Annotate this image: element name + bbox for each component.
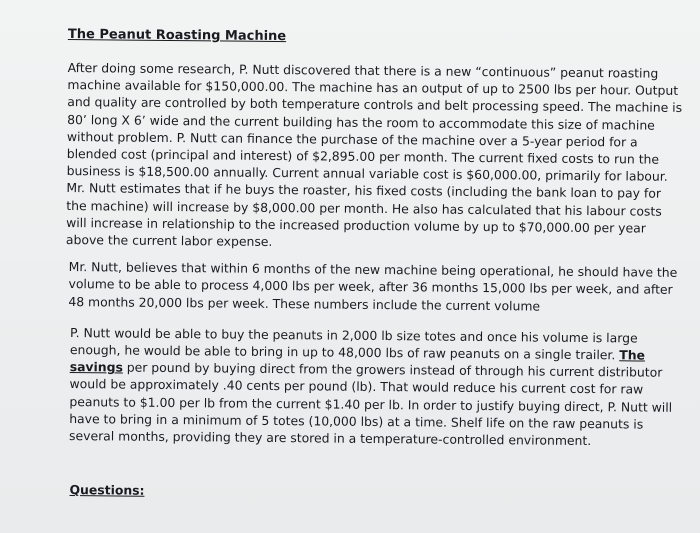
savings-emphasis: The savings bbox=[69, 347, 646, 375]
paragraph-direct-buying-text-2: per pound by buying direct from the growers instead of through his current distributor would be approximately .40 cents per pound (lb). That would reduce his current cost for raw peanuts to $1.00 per lb from the current $1.40 per lb. In order to justify buying direct, P. Nutt will have to bring in a minimum of 5 totes (10,000 lbs) at a time. Shelf life on the raw peanuts is several months, providing they are stored in a temperature-controlled environment. bbox=[69, 359, 673, 449]
document-title: The Peanut Roasting Machine bbox=[67, 27, 287, 45]
paragraph-machine-details: After doing some research, P. Nutt discovered that there is a new “continuous” peanut roasting machine available for $150,000.00. The machine has an output of up to 2500 lbs per hour. Output and quality are controlled by both temperature controls and belt processing speed. The machine is 80’ long X 6’ wide and the current building has the room to accommodate this size of machine without problem. P. Nutt can finance the purchase of the machine over a 5-year period for a blended cost (principal and interest) of $2,895.00 per month. The current fixed costs to run the business is $18,500.00 annually. Current annual variable cost is $60,000.00, primarily for labour. Mr. Nutt estimates that if he buys the roaster, his fixed costs (including the bank loan to pay for the machine) will increase by $8,000.00 per month. He also has calculated that his labour costs will increase in relationship to the increased production volume by up to $70,000.00 per year above the current labor expense. bbox=[65, 59, 683, 250]
paragraph-direct-buying bbox=[69, 324, 683, 450]
paragraph-direct-buying-text-1: P. Nutt would be able to buy the peanuts in 2,000 lb size totes and once his volume is large enough, he would be able to bring in up to 48,000 lbs of raw peanuts on a single trailer. bbox=[69, 324, 638, 363]
document-body bbox=[63, 27, 685, 503]
paragraph-volume-forecast: Mr. Nutt, believes that within 6 months of the new machine being operational, he should have the volume to be able to process 4,000 lbs per week, after 36 months 15,000 lbs per week, and after 48 months 20,000 lbs per week. These numbers include the current volume bbox=[68, 259, 678, 314]
questions-heading: Questions: bbox=[69, 482, 145, 499]
